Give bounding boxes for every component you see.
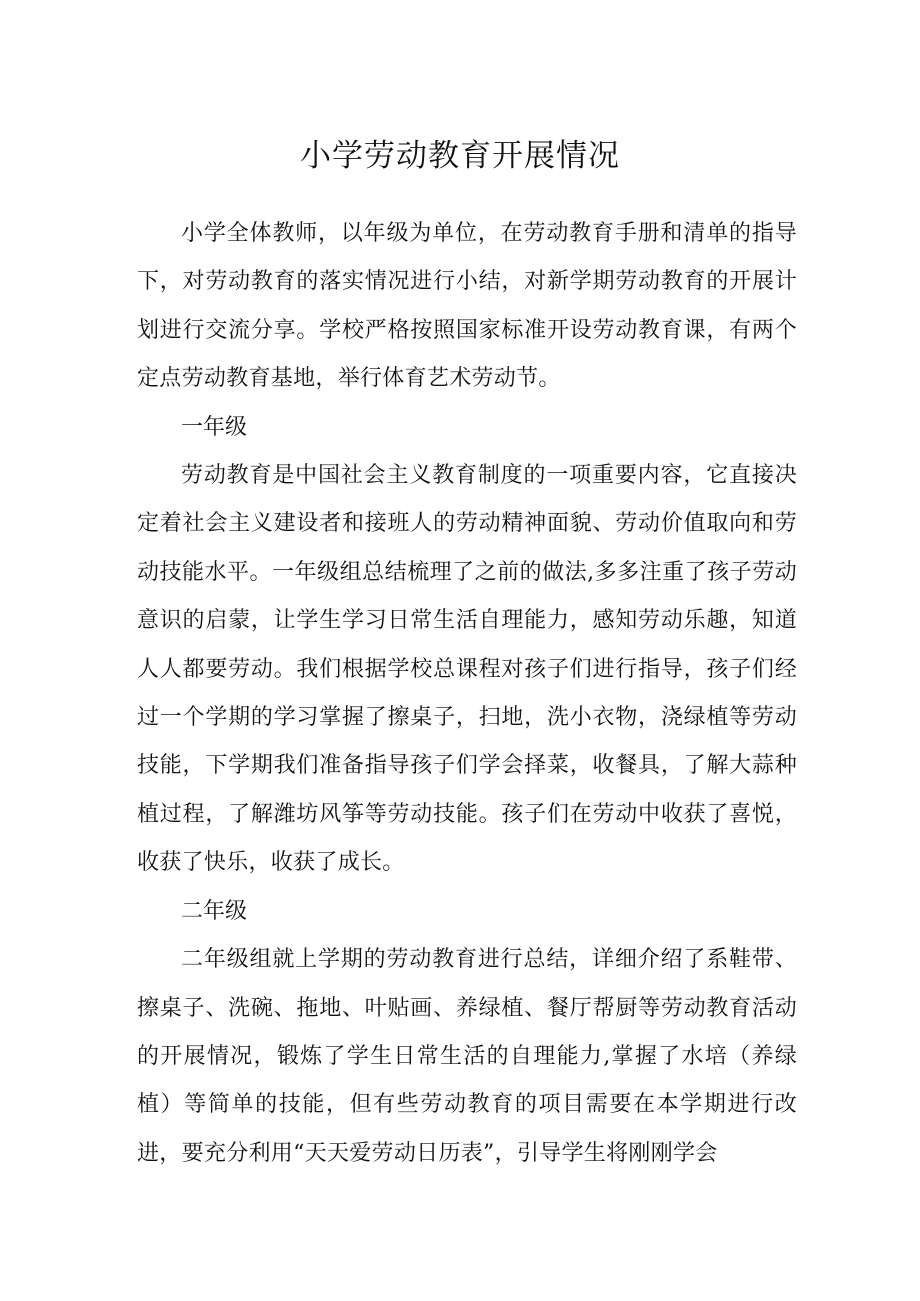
section-paragraph-grade-1: 劳动教育是中国社会主义教育制度的一项重要内容，它直接决定着社会主义建设者和接班人的劳动精神面貌、劳动价值取向和劳动技能水平。一年级组总结梳理了之前的做法,多多注重了孩子劳动意识的启蒙，让学生学习日常生活自理能力，感知劳动乐趣，知道人人都要劳动。我们根据学校总课程对孩子们进行指导，孩子们经过一个学期的学习掌握了擦桌子，扫地，洗小衣物，浇绿植等劳动技能，下学期我们准备指导孩子们学会择菜，收餐具，了解大蒜种植过程，了解潍坊风筝等劳动技能。孩子们在劳动中收获了喜悦，收获了快乐，收获了成长。 bbox=[137, 463, 797, 876]
document-body bbox=[137, 210, 797, 1178]
section-paragraph-grade-2: 二年级组就上学期的劳动教育进行总结，详细介绍了系鞋带、擦桌子、洗碗、拖地、叶贴画、养绿植、餐厅帮厨等劳动教育活动的开展情况，锻炼了学生日常生活的自理能力,掌握了水培（养绿植）等简单的技能，但有些劳动教育的项目需要在本学期进行改进，要充分利用“天天爱劳动日历表”，引导学生将刚刚学会 bbox=[137, 947, 797, 1166]
intro-paragraph: 小学全体教师，以年级为单位，在劳动教育手册和清单的指导下，对劳动教育的落实情况进行小结，对新学期劳动教育的开展计划进行交流分享。学校严格按照国家标准开设劳动教育课，有两个定点劳动教育基地，举行体育艺术劳动节。 bbox=[137, 221, 797, 392]
document-title: 小学劳动教育开展情况 bbox=[300, 138, 620, 174]
section-heading-grade-2: 二年级 bbox=[181, 898, 248, 924]
section-heading-grade-1: 一年级 bbox=[181, 414, 248, 440]
